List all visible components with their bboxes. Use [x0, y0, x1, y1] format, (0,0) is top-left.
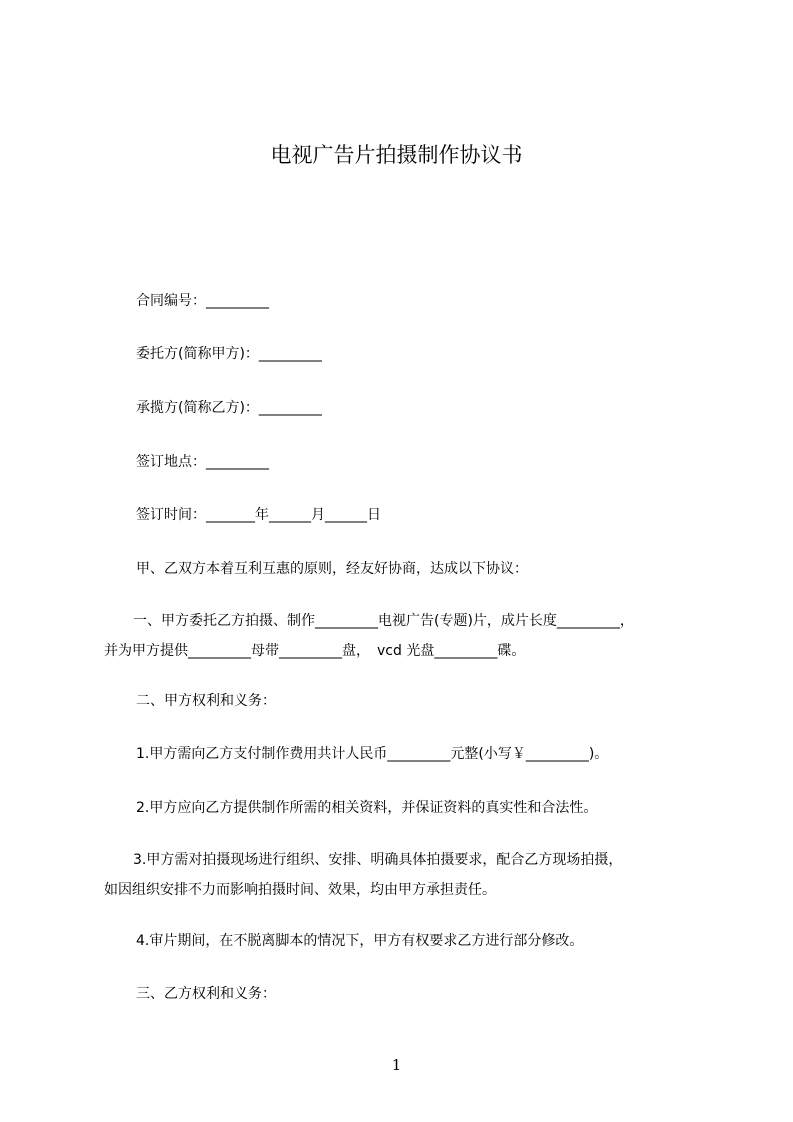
page-number: 1: [391, 1056, 402, 1074]
clause-1-line-1: 一、甲方委托乙方拍摄、制作_________电视广告(专题)片，成片长度_________，: [133, 613, 634, 629]
section-2-item-3-line-2: 如因组织安排不力而影响拍摄时间、效果，均由甲方承担责任。: [104, 882, 496, 898]
sign-time-field: 签订时间：_______年______月______日: [136, 507, 381, 523]
clause-1: [104, 606, 704, 666]
sign-place-field: 签订地点：_________: [136, 454, 269, 470]
section-2-heading: 二、甲方权利和义务：: [136, 693, 276, 709]
contract-number-field: 合同编号：_________: [136, 293, 269, 309]
section-2-item-1: 1.甲方需向乙方支付制作费用共计人民币_________元整(小写￥_________)。: [136, 746, 609, 762]
party-a-field: 委托方(简称甲方)：_________: [136, 346, 322, 362]
section-2-item-3-line-1: 3.甲方需对拍摄现场进行组织、安排、明确具体拍摄要求，配合乙方现场拍摄，: [133, 852, 623, 868]
section-2-item-2: 2.甲方应向乙方提供制作所需的相关资料，并保证资料的真实性和合法性。: [136, 800, 598, 816]
party-b-field: 承揽方(简称乙方)：_________: [136, 400, 322, 416]
document-title: 电视广告片拍摄制作协议书: [270, 143, 523, 167]
section-2-item-4: 4.审片期间，在不脱离脚本的情况下，甲方有权要求乙方进行部分修改。: [136, 933, 584, 949]
section-3-heading: 三、乙方权利和义务：: [136, 986, 276, 1002]
section-2-item-3: [104, 845, 704, 905]
clause-1-line-2: 并为甲方提供_________母带_________盘， vcd 光盘_________碟。: [104, 643, 526, 659]
intro-paragraph: 甲、乙双方本着互利互惠的原则，经友好协商，达成以下协议：: [136, 561, 528, 577]
